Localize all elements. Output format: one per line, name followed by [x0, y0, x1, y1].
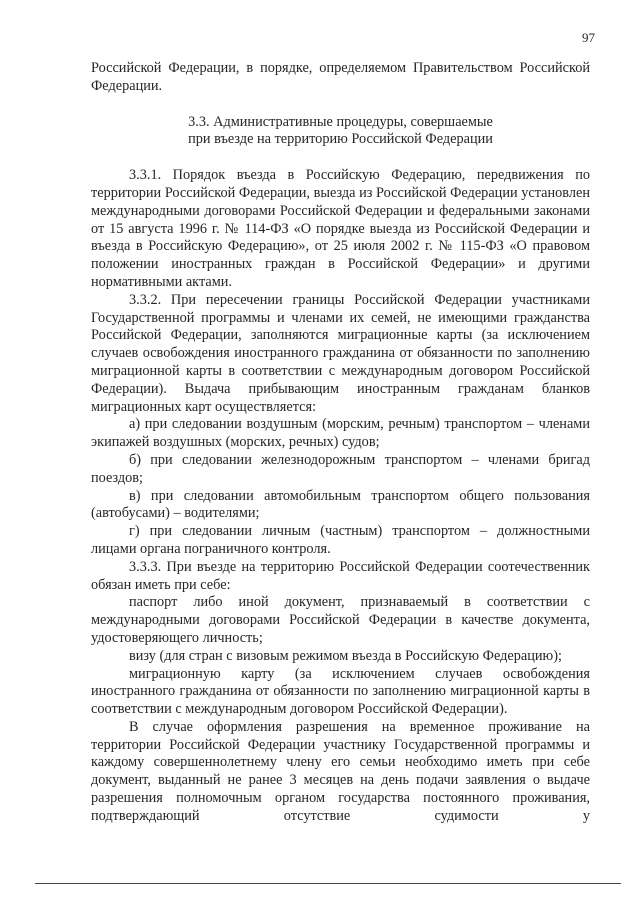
requirement-passport: паспорт либо иной документ, признаваемый в соответствии с международными договорами Российской Федерации в качестве документа, удостоверяющего личность;: [91, 594, 590, 646]
paragraph-3-3-3: 3.3.3. При въезде на территорию Российской Федерации соотечественник обязан иметь при себе:: [91, 558, 590, 593]
page-bottom-rule: [35, 883, 621, 884]
document-body: [91, 60, 590, 826]
section-heading-line-1: 3.3. Административные процедуры, совершаемые: [188, 113, 493, 130]
list-item-d: г) при следовании личным (частным) транспортом – должностными лицами органа пограничного контроля.: [91, 523, 590, 557]
page-number: 97: [582, 30, 595, 45]
requirement-migration-card: миграционную карту (за исключением случаев освобождения иностранного гражданина от обязанности по заполнению миграционной карты в соответствии с международным договором Российской Федерации).: [91, 665, 590, 718]
paragraph-3-3-1: 3.3.1. Порядок въезда в Российскую Федерацию, передвижения по территории Российской Федерации, выезда из Российской Федерации установлен международными договорами Российской Федерации и федеральными законами от 15 августа 1996 г. № 114-ФЗ «О порядке выезда из Российской Федерации и въезда в Российскую Федерацию», от 25 июля 2002 г. № 115-ФЗ «О правовом положении иностранных граждан в Российской Федерации» и другими нормативными актами.: [91, 167, 590, 290]
section-heading-line-2: при въезде на территорию Российской Федерации: [188, 131, 493, 148]
paragraph-3-3-2: 3.3.2. При пересечении границы Российской Федерации участниками Государственной программы и членами их семей, не имеющими гражданства Российской Федерации, заполняются миграционные карты (за исключением случаев освобождения иностранного гражданина от обязанности по заполнению миграционной карты в соответствии с международным договором Российской Федерации). Выдача прибывающим иностранным гражданам бланков миграционных карт осуществляется:: [91, 291, 590, 415]
lead-in-paragraph: Российской Федерации, в порядке, определяемом Правительством Российской Федерации.: [91, 60, 590, 94]
paragraph-temporary-residence: В случае оформления разрешения на временное проживание на территории Российской Федерации участнику Государственной программы и каждому совершеннолетнему члену его семьи необходимо иметь при себе документ, выданный не ранее 3 месяцев на день подачи заявления о выдаче разрешения полномочным органом государства постоянного проживания, подтверждающий отсутствие судимости у: [91, 718, 590, 824]
list-item-b: б) при следовании железнодорожным транспортом – членами бригад поездов;: [91, 451, 590, 486]
requirement-visa: визу (для стран с визовым режимом въезда в Российскую Федерацию);: [129, 647, 562, 664]
list-item-c: в) при следовании автомобильным транспортом общего пользования (автобусами) – водителями;: [91, 487, 590, 522]
section-heading: [91, 114, 590, 150]
list-item-a: а) при следовании воздушным (морским, речным) транспортом – членами экипажей воздушных (морских, речных) судов;: [91, 416, 590, 451]
